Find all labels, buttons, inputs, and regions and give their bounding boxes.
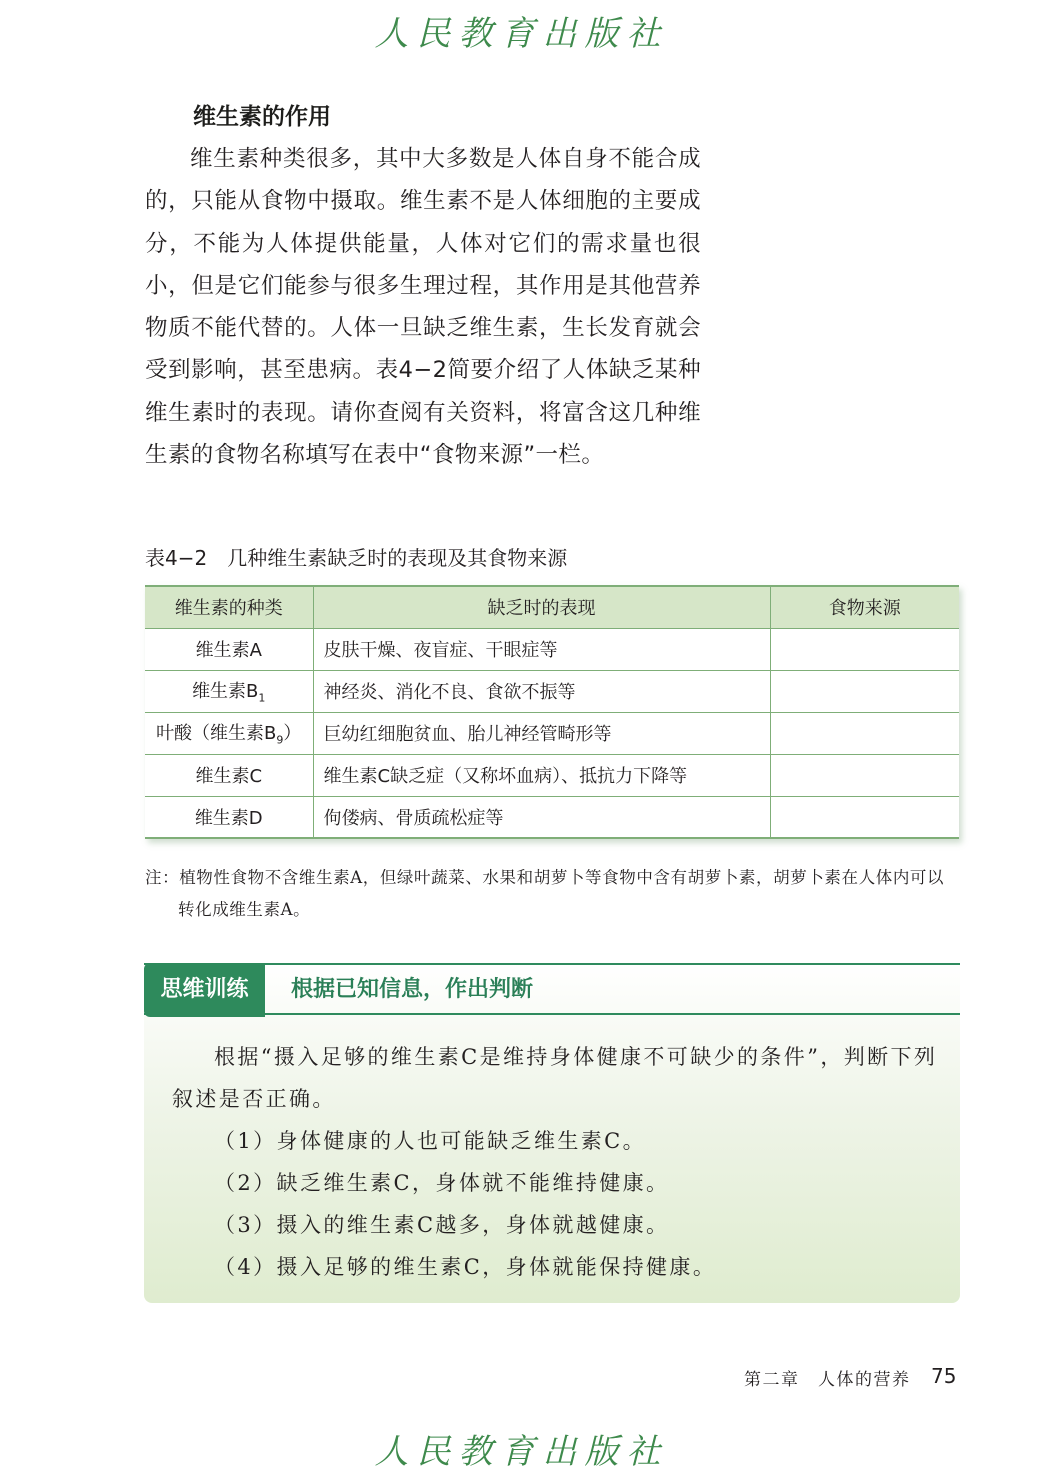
body-paragraph: 维生素种类很多，其中大多数是人体自身不能合成的，只能从食物中摄取。维生素不是人体细胞的主要成分，不能为人体提供能量，人体对它们的需求量也很小，但是它们能参与很多生理过程，其作用是其他营养物质不能代替的。人体一旦缺乏维生素，生长发育就会受到影响，甚至患病。表4−2简要介绍了人体缺乏某种维生素时的表现。请你查阅有关资料，将富含这几种维生素的食物名称填写在表中“食物来源”一栏。: [145, 146, 701, 469]
table-caption: 表4−2 几种维生素缺乏时的表现及其食物来源: [145, 546, 568, 570]
symptoms-cell: 佝偻病、骨质疏松症等: [313, 796, 770, 838]
table-note: 注：植物性食物不含维生素A，但绿叶蔬菜、水果和胡萝卜等食物中含有胡萝卜素，胡萝卜素在人体内可以转化成维生素A。: [145, 868, 945, 919]
thinking-title: 根据已知信息，作出判断: [291, 977, 534, 1002]
vitamin-name-cell: 维生素C: [145, 754, 313, 796]
symptoms-cell: 巨幼红细胞贫血、胎儿神经管畸形等: [313, 712, 770, 754]
thinking-item: （2）缺乏维生素C，身体就不能维持健康。: [214, 1171, 670, 1195]
food-source-cell[interactable]: [770, 628, 959, 670]
table-row: [145, 670, 959, 712]
thinking-intro: 根据“摄入足够的维生素C是维持身体健康不可缺少的条件”，判断下列叙述是否正确。: [172, 1045, 938, 1111]
header-food-source: 食物来源: [770, 586, 959, 628]
table-row: [145, 796, 959, 838]
footer-chapter: 第二章 人体的营养: [744, 1370, 911, 1390]
thinking-tag: 思维训练: [144, 963, 265, 1017]
symptoms-cell: 神经炎、消化不良、食欲不振等: [313, 670, 770, 712]
vitamin-name-cell: 维生素$B_1$: [145, 670, 313, 712]
symptoms-cell: 维生素C缺乏症（又称坏血病）、抵抗力下降等: [313, 754, 770, 796]
page-number: 75: [931, 1364, 957, 1388]
thinking-header: [144, 963, 960, 1015]
food-source-cell[interactable]: [770, 670, 959, 712]
vitamin-name-cell: 叶酸（维生素$B_9$）: [145, 712, 313, 754]
table-row: [145, 754, 959, 796]
food-source-cell[interactable]: [770, 754, 959, 796]
vitamin-name-cell: 维生素A: [145, 628, 313, 670]
thinking-item: （1）身体健康的人也可能缺乏维生素C。: [214, 1129, 647, 1153]
table-header-row: [145, 586, 959, 628]
publisher-logo-bottom: 人民教育出版社: [374, 1432, 669, 1472]
symptoms-cell: 皮肤干燥、夜盲症、干眼症等: [313, 628, 770, 670]
food-source-cell[interactable]: [770, 712, 959, 754]
header-symptoms: 缺乏时的表现: [313, 586, 770, 628]
section-title: 维生素的作用: [193, 104, 331, 130]
thinking-body: [172, 1036, 942, 1288]
table-row: [145, 712, 959, 754]
header-vitamin-type: 维生素的种类: [145, 586, 313, 628]
thinking-training-box: [144, 963, 960, 1303]
thinking-item: （4）摄入足够的维生素C，身体就能保持健康。: [214, 1255, 717, 1279]
food-source-cell[interactable]: [770, 796, 959, 838]
thinking-item: （3）摄入的维生素C越多，身体就越健康。: [214, 1213, 670, 1237]
table-row: [145, 628, 959, 670]
vitamin-table: [145, 585, 959, 839]
publisher-logo-top: 人民教育出版社: [374, 14, 669, 54]
vitamin-name-cell: 维生素D: [145, 796, 313, 838]
